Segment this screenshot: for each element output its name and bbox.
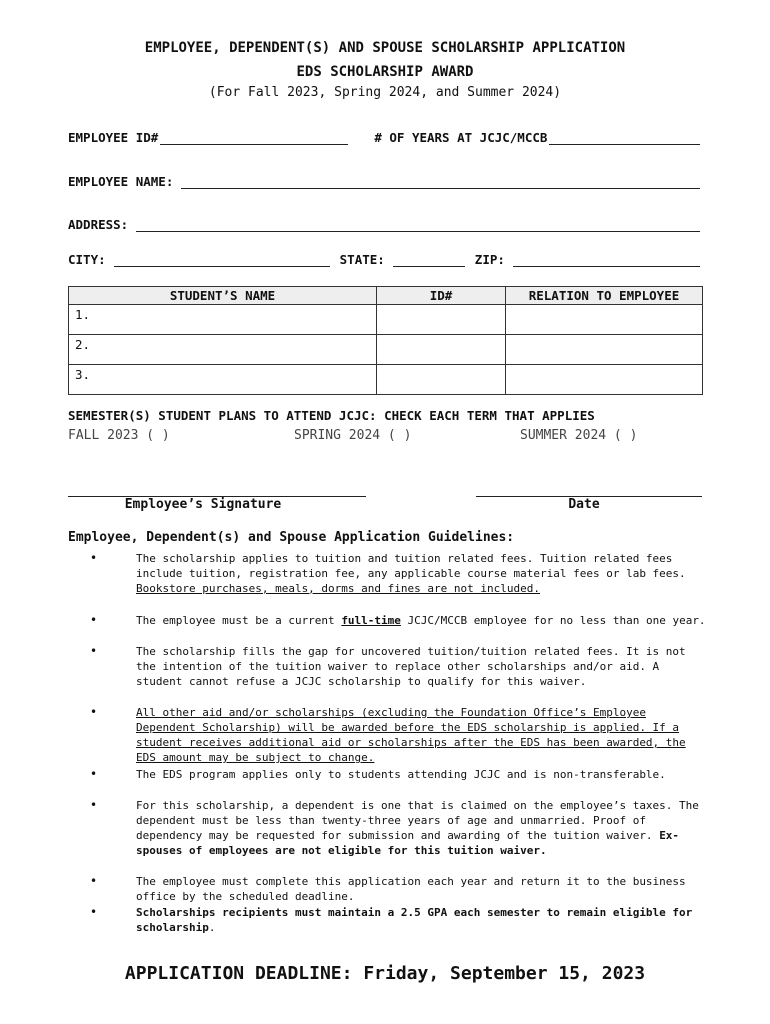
- employee-name-row: [68, 174, 702, 189]
- relation-cell[interactable]: [506, 335, 703, 365]
- guideline-text: The scholarship applies to tuition and tuition related fees. Tuition related fees include tuition, registration fee, any applicable course material fees or lab fees.: [136, 552, 686, 580]
- employee-name-field[interactable]: [181, 176, 700, 189]
- list-item: [0, 874, 706, 904]
- list-item: [0, 767, 706, 797]
- employee-name-label: EMPLOYEE NAME:: [68, 174, 174, 189]
- guidelines-list: [0, 551, 770, 936]
- years-field[interactable]: [549, 132, 700, 145]
- zip-field[interactable]: [513, 254, 700, 267]
- student-id-cell[interactable]: [377, 365, 506, 395]
- employee-id-row: [68, 130, 702, 145]
- state-field[interactable]: [393, 254, 465, 267]
- guideline-text: For this scholarship, a dependent is one that is claimed on the employee’s taxes. The dependent must be less than twenty-three years of age and unmarried. Proof of dependency may be requested for submission and awarding of the tuition waiver.: [136, 799, 699, 842]
- address-label: ADDRESS:: [68, 217, 129, 232]
- list-item: [0, 705, 706, 766]
- form-title: EMPLOYEE, DEPENDENT(S) AND SPOUSE SCHOLARSHIP APPLICATION: [144, 40, 626, 56]
- student-name-cell[interactable]: 1.: [69, 305, 377, 335]
- guideline-text: The EDS program applies only to students attending JCJC and is non-transferable.: [136, 768, 666, 781]
- table-row: [69, 335, 703, 365]
- guideline-text: The scholarship fills the gap for uncovered tuition/tuition related fees. It is not the intention of the tuition waiver to replace other scholarships and/or aid. A student cannot refuse a JCJC scholarship to qualify for this waiver.: [136, 645, 686, 688]
- form-subtitle: EDS SCHOLARSHIP AWARD: [296, 64, 474, 80]
- relation-cell[interactable]: [506, 305, 703, 335]
- student-id-cell[interactable]: [377, 305, 506, 335]
- relation-header: RELATION TO EMPLOYEE: [506, 287, 703, 305]
- guideline-text: The employee must be a current: [136, 614, 342, 627]
- student-name-cell[interactable]: 2.: [69, 335, 377, 365]
- student-name-cell[interactable]: 3.: [69, 365, 377, 395]
- semester-heading: SEMESTER(S) STUDENT PLANS TO ATTEND JCJC: CHECK EACH TERM THAT APPLIES: [68, 408, 595, 423]
- guideline-text: JCJC/MCCB employee for no less than one year.: [400, 614, 706, 627]
- years-label: # OF YEARS AT JCJC/MCCB: [374, 130, 548, 145]
- address-row: [68, 217, 702, 232]
- address-field[interactable]: [136, 219, 700, 232]
- date-label: Date: [568, 497, 600, 512]
- student-id-cell[interactable]: [377, 335, 506, 365]
- term-spring-checkbox[interactable]: SPRING 2024 ( ): [294, 428, 412, 443]
- employee-id-label: EMPLOYEE ID#: [68, 130, 159, 145]
- term-summer-checkbox[interactable]: SUMMER 2024 ( ): [520, 428, 638, 443]
- list-item: [0, 644, 706, 704]
- terms-note: (For Fall 2023, Spring 2024, and Summer 2024): [208, 85, 562, 100]
- guideline-text: .: [208, 921, 216, 934]
- application-deadline: APPLICATION DEADLINE: Friday, September 15, 2023: [124, 963, 646, 984]
- table-row: [69, 365, 703, 395]
- term-fall-checkbox[interactable]: FALL 2023 ( ): [68, 428, 170, 443]
- guideline-underlined-text: Bookstore purchases, meals, dorms and fines are not included.: [136, 582, 540, 595]
- list-item: [0, 551, 706, 612]
- employee-id-field[interactable]: [160, 132, 348, 145]
- guideline-text: The employee must complete this application each year and return it to the business office by the scheduled deadline.: [136, 875, 686, 903]
- relation-cell[interactable]: [506, 365, 703, 395]
- guideline-bold-text: Scholarships recipients must maintain a 2.5 GPA each semester to remain eligible for scholarship: [136, 906, 693, 934]
- guideline-underlined-text: All other aid and/or scholarships (excluding the Foundation Office’s Employee Dependent Scholarship) will be awarded before the EDS scholarship is applied. If a student receives additional aid or scholarships after the EDS has been awarded, the EDS amount may be subject to change.: [136, 706, 686, 764]
- guideline-bold-text: Ex-spouses of employees are not eligible for this tuition waiver.: [136, 829, 680, 857]
- state-label: STATE:: [339, 252, 385, 267]
- table-row: [69, 305, 703, 335]
- city-label: CITY:: [68, 252, 106, 267]
- list-item: [0, 798, 706, 873]
- list-item: [0, 905, 706, 935]
- city-field[interactable]: [114, 254, 330, 267]
- list-item: [0, 613, 706, 643]
- students-table: [68, 286, 703, 395]
- zip-label: ZIP:: [474, 252, 505, 267]
- student-name-header: STUDENT’S NAME: [69, 287, 377, 305]
- signature-label: Employee’s Signature: [124, 497, 282, 512]
- city-state-zip-row: [68, 252, 702, 267]
- student-id-header: ID#: [377, 287, 506, 305]
- guideline-emphasis-text: full-time: [341, 614, 401, 627]
- guidelines-heading: Employee, Dependent(s) and Spouse Application Guidelines:: [68, 530, 515, 545]
- table-header-row: [69, 287, 703, 305]
